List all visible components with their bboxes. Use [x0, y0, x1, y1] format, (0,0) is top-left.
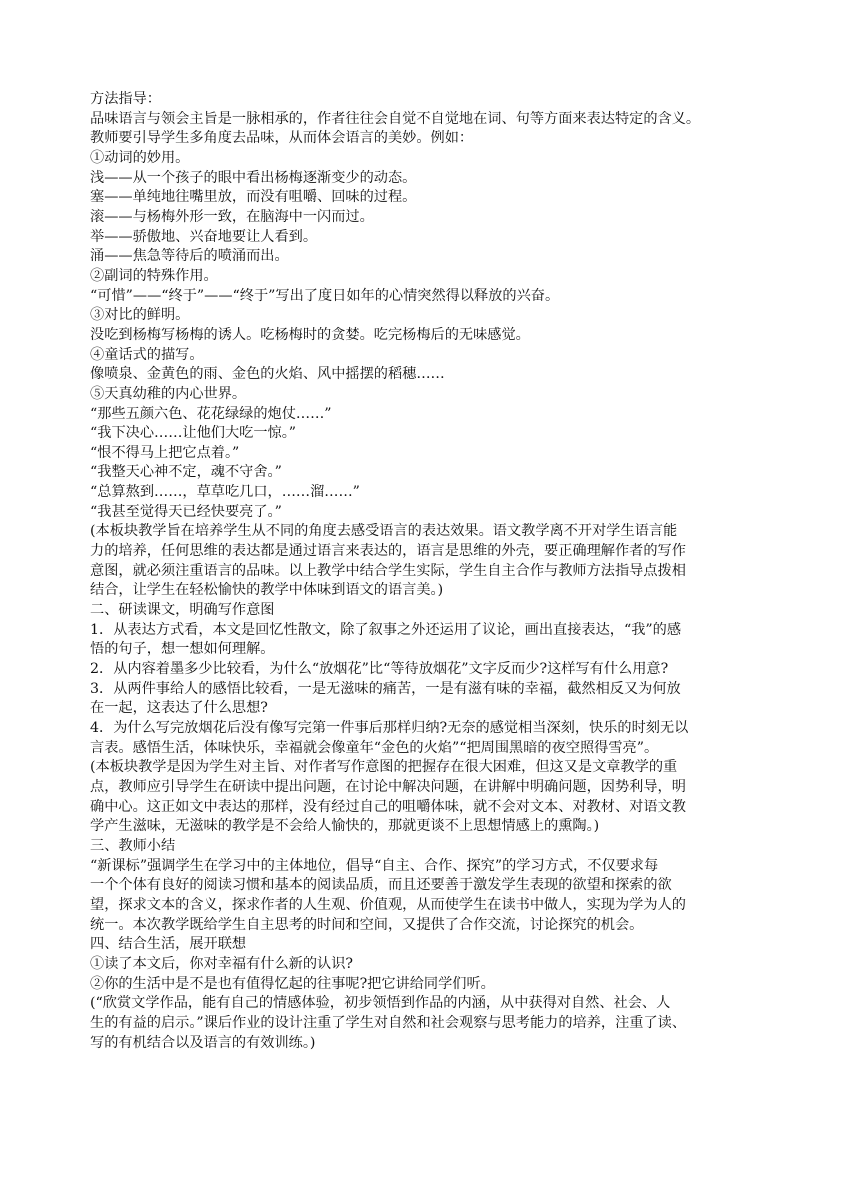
text-line: 举——骄傲地、兴奋地要让人看到。 — [90, 228, 318, 245]
text-line: (“欣赏文学作品，能有自己的情感体验，初步领悟到作品的内涵，从中获得对自然、社会、人 — [90, 995, 671, 1012]
text-line: 4．为什么写完放烟花后没有像写完第一件事后那样归纳?无奈的感觉相当深刻，快乐的时刻无以 — [90, 720, 689, 736]
text-line: 望，探求文本的含义，探求作者的人生观、价值观，从而使学生在读书中做人，实现为学为人的 — [90, 896, 686, 913]
quote-line: “那些五颜六色、花花绿绿的炮仗……” — [90, 405, 332, 422]
text-line: 没吃到杨梅写杨梅的诱人。吃杨梅时的贪婪。吃完杨梅后的无味感觉。 — [90, 326, 530, 343]
text-line: 学产生滋味，无滋味的教学是不会给人愉快的，那就更谈不上思想情感上的熏陶。) — [90, 818, 600, 835]
section-heading: 三、教师小结 — [90, 837, 176, 854]
text-line: 言表。感悟生活，体味快乐，幸福就会像童年“金色的火焰”“把周围黑暗的夜空照得雪亮”。 — [90, 739, 659, 756]
list-item-heading: ②副词的特殊作用。 — [90, 267, 218, 284]
text-line: ①读了本文后，你对幸福有什么新的认识? — [90, 955, 353, 972]
section-heading: 方法指导： — [90, 91, 161, 107]
section-heading: 二、研读课文，明确写作意图 — [90, 602, 275, 619]
text-line: 滚——与杨梅外形一致，在脑海中一闪而过。 — [90, 208, 374, 225]
text-line: 在一起，这表达了什么思想? — [90, 700, 268, 717]
text-line: 涌——焦急等待后的喷涌而出。 — [90, 248, 289, 265]
text-line: 力的培养，任何思维的表达都是通过语言来表达的，语言是思维的外壳，要正确理解作者的写作 — [90, 543, 686, 560]
document-page — [90, 90, 776, 1053]
text-line: 一个个体有良好的阅读习惯和基本的阅读品质，而且还要善于激发学生表现的欲望和探索的欲 — [90, 877, 672, 894]
text-line: 悟的句子，想一想如何理解。 — [90, 641, 275, 658]
text-line: 生的有益的启示。”课后作业的设计注重了学生对自然和社会观察与思考能力的培养，注重了读、 — [90, 1014, 687, 1031]
text-line: 2．从内容着墨多少比较看，为什么“放烟花”比“等待放烟花”文字反而少?这样写有什么用意? — [90, 661, 669, 678]
text-line: 写的有机结合以及语言的有效训练。) — [90, 1034, 316, 1051]
text-line: “可惜”——“终于”——“终于”写出了度日如年的心情突然得以释放的兴奋。 — [90, 287, 560, 304]
list-item-heading: ③对比的鲜明。 — [90, 307, 190, 324]
text-line: 意图，就必须注重语言的品味。以上教学中结合学生实际，学生自主合作与教师方法指导点拨相 — [90, 562, 686, 579]
text-line: 品味语言与领会主旨是一脉相承的，作者往往会自觉不自觉地在词、句等方面来表达特定的含义。 — [90, 110, 701, 127]
quote-line: “恨不得马上把它点着。” — [90, 444, 240, 461]
text-line: ②你的生活中是不是也有值得忆起的往事呢?把它讲给同学们听。 — [90, 975, 495, 992]
text-line: 浅——从一个孩子的眼中看出杨梅逐渐变少的动态。 — [90, 169, 417, 186]
text-line: 教师要引导学生多角度去品味，从而体会语言的美妙。例如： — [90, 130, 474, 147]
list-item-heading: ①动词的妙用。 — [90, 149, 190, 166]
text-line: 3．从两件事给人的感悟比较看，一是无滋味的痛苦，一是有滋有味的幸福，截然相反又为何放 — [90, 680, 681, 697]
list-item-heading: ⑤天真幼稚的内心世界。 — [90, 385, 247, 402]
text-line: 像喷泉、金黄色的雨、金色的火焰、风中摇摆的稻穗…… — [90, 366, 445, 383]
section-heading: 四、结合生活，展开联想 — [90, 936, 247, 953]
text-line: 确中心。这正如文中表达的那样，没有经过自己的咀嚼体味，就不会对文本、对教材、对语文教 — [90, 798, 686, 815]
quote-line: “我甚至觉得天已经快要亮了。” — [90, 503, 282, 520]
quote-line: “我下决心……让他们大吃一惊。” — [90, 425, 297, 442]
text-line: 点，教师应引导学生在研读中提出问题，在讨论中解决问题，在讲解中明确问题，因势利导，明 — [90, 778, 686, 795]
text-line: 1．从表达方式看，本文是回忆性散文，除了叙事之外还运用了议论，画出直接表达，“我”的感 — [90, 621, 682, 638]
text-line: 统一。本次教学既给学生自主思考的时间和空间，又提供了合作交流，讨论探究的机会。 — [90, 916, 644, 933]
quote-line: “我整天心神不定，魂不守舍。” — [90, 464, 282, 481]
text-line: (本板块教学是因为学生对主旨、对作者写作意图的把握存在很大困难，但这又是文章教学的重 — [90, 759, 678, 776]
text-line: “新课标”强调学生在学习中的主体地位，倡导“自主、合作、探究”的学习方式，不仅要求每 — [90, 857, 659, 874]
text-line: 塞——单纯地往嘴里放，而没有咀嚼、回味的过程。 — [90, 189, 417, 206]
text-line: (本板块教学旨在培养学生从不同的角度去感受语言的表达效果。语文教学离不开对学生语言能 — [90, 523, 678, 540]
list-item-heading: ④童话式的描写。 — [90, 346, 204, 363]
quote-line: “总算熬到……，草草吃几口，……溜……” — [90, 484, 360, 501]
text-line: 结合，让学生在轻松愉快的教学中体味到语文的语言美。) — [90, 582, 444, 599]
